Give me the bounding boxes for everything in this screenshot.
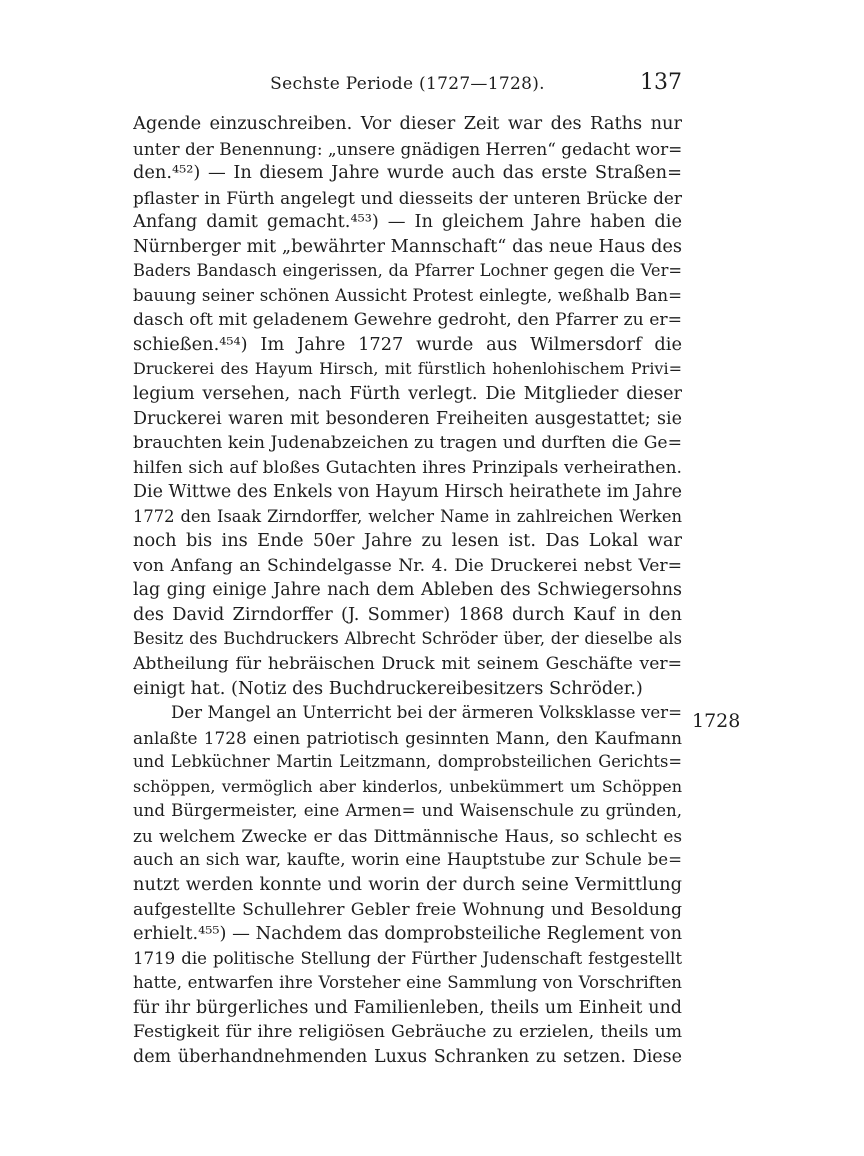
text-line: Nürnberger mit „bewährter Mannschaft“ das neue Haus des (133, 235, 682, 257)
text-line: pflaster in Fürth angelegt und diesseits der unteren Brücke der (133, 187, 682, 208)
text-line: noch bis ins Ende 50er Jahre zu lesen ist. Das Lokal war (133, 530, 682, 552)
text-line: zu welchem Zwecke er das Dittmännische Haus, so schlecht es (133, 825, 682, 846)
text-line: Druckerei des Hayum Hirsch, mit fürstlich hohenlohischem Privi= (133, 359, 682, 379)
page-number: 137 (640, 70, 682, 95)
text-line: bauung seiner schönen Aussicht Protest einlegte, weßhalb Ban= (133, 285, 682, 305)
body-text (133, 112, 682, 1069)
text-line: nutzt werden konnte und worin der durch seine Vermittlung (133, 873, 682, 895)
text-line: hilfen sich auf bloßes Gutachten ihres Prinzipals verheirathen. (133, 457, 682, 478)
text-line: aufgestellte Schullehrer Gebler freie Wohnung und Besoldung (133, 899, 682, 920)
text-line: dem überhandnehmenden Luxus Schranken zu setzen. Diese (133, 1046, 682, 1067)
text-line: Anfang damit gemacht.⁴⁵³) — In gleichem Jahre haben die (133, 211, 682, 233)
text-line: unter der Benennung: „unsere gnädigen Herren“ gedacht wor= (133, 138, 682, 159)
text-line: Der Mangel an Unterricht bei der ärmeren Volksklasse ver= (171, 703, 682, 723)
text-line: und Bürgermeister, eine Armen= und Waisenschule zu gründen, (133, 801, 682, 821)
text-line: 1772 den Isaak Zirndorffer, welcher Name in zahlreichen Werken (133, 506, 682, 526)
margin-year-note: 1728 (692, 710, 741, 732)
running-title: Sechste Periode (1727—1728). (270, 74, 545, 94)
text-line: hatte, entwarfen ihre Vorsteher eine Sammlung von Vorschriften (133, 973, 682, 993)
text-line: Agende einzuschreiben. Vor dieser Zeit war des Raths nur (133, 113, 682, 134)
text-line: legium versehen, nach Fürth verlegt. Die Mitglieder dieser (133, 383, 682, 405)
text-line: brauchten kein Judenabzeichen zu tragen und durften die Ge= (133, 433, 682, 454)
text-line: schießen.⁴⁵⁴) Im Jahre 1727 wurde aus Wilmersdorf die (133, 333, 682, 355)
text-line: für ihr bürgerliches und Familienleben, theils um Einheit und (133, 997, 682, 1018)
text-line: Abtheilung für hebräischen Druck mit seinem Geschäfte ver= (133, 654, 682, 675)
text-line: einigt hat. (Notiz des Buchdruckereibesitzers Schröder.) (133, 677, 643, 699)
text-line: des David Zirndorffer (J. Sommer) 1868 durch Kauf in den (133, 603, 682, 625)
text-line: Besitz des Buchdruckers Albrecht Schröder über, der dieselbe als (133, 629, 682, 649)
text-line: erhielt.⁴⁵⁵) — Nachdem das domprobsteiliche Reglement von (133, 923, 682, 945)
text-line: von Anfang an Schindelgasse Nr. 4. Die Druckerei nebst Ver= (133, 555, 682, 576)
text-line: schöppen, vermöglich aber kinderlos, unbekümmert um Schöppen (133, 776, 682, 796)
text-line: dasch oft mit geladenem Gewehre gedroht, den Pfarrer zu er= (133, 310, 682, 331)
text-line: und Lebküchner Martin Leitzmann, domprobsteilichen Gerichts= (133, 752, 682, 772)
text-line: Festigkeit für ihre religiösen Gebräuche zu erzielen, theils um (133, 1022, 682, 1043)
text-line: auch an sich war, kaufte, worin eine Hauptstube zur Schule be= (133, 850, 682, 870)
running-head (133, 70, 682, 100)
text-line: Druckerei waren mit besonderen Freiheiten ausgestattet; sie (133, 408, 682, 429)
text-line: Baders Bandasch eingerissen, da Pfarrer Lochner gegen die Ver= (133, 261, 682, 281)
text-line: Die Wittwe des Enkels von Hayum Hirsch heirathete im Jahre (133, 482, 682, 503)
text-line: 1719 die politische Stellung der Fürther Judenschaft festgestellt (133, 948, 682, 968)
text-line: lag ging einige Jahre nach dem Ableben des Schwiegersohns (133, 580, 682, 601)
text-line: den.⁴⁵²) — In diesem Jahre wurde auch das erste Straßen= (133, 162, 682, 184)
text-line: anlaßte 1728 einen patriotisch gesinnten Mann, den Kaufmann (133, 727, 682, 748)
